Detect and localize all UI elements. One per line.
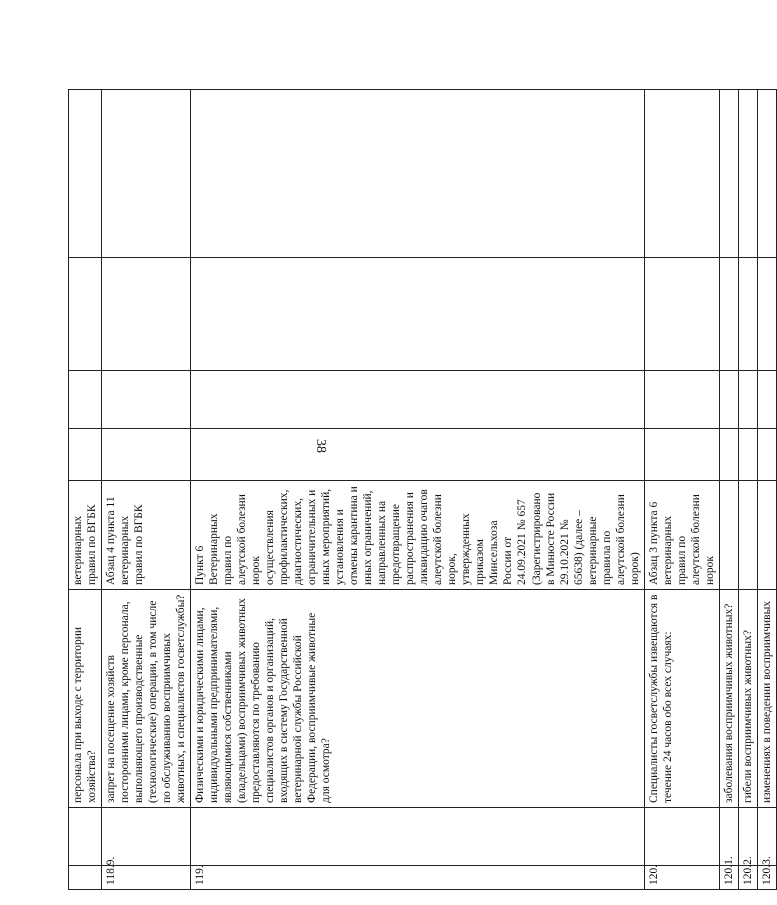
row-number: 120.2. (738, 866, 757, 890)
answer-no-cell (191, 371, 645, 429)
note-cell (757, 90, 776, 258)
question-cell: гибели восприимчивых животных? (738, 590, 757, 808)
checklist-table (68, 89, 777, 890)
row-number (69, 866, 102, 890)
note-cell (191, 90, 645, 258)
table-row (102, 90, 191, 890)
note-cell (644, 90, 719, 258)
answer-yes-cell (191, 429, 645, 481)
answer-na-cell (738, 258, 757, 371)
answer-na-cell (102, 258, 191, 371)
checklist-table-container (68, 90, 773, 890)
reference-cell: Абзац 3 пункта 6 ветеринарных правил по алеутской болезни норок (644, 481, 719, 590)
answer-na-cell (644, 258, 719, 371)
table-row (191, 90, 645, 890)
answer-yes-cell (69, 429, 102, 481)
table-row (757, 90, 776, 890)
row-spacer (191, 808, 645, 866)
note-cell (738, 90, 757, 258)
page-number: 38 (313, 439, 328, 453)
answer-no-cell (69, 371, 102, 429)
answer-yes-cell (757, 429, 776, 481)
note-cell (719, 90, 738, 258)
answer-na-cell (719, 258, 738, 371)
answer-no-cell (102, 371, 191, 429)
answer-no-cell (644, 371, 719, 429)
question-cell: заболевания восприимчивых животных? (719, 590, 738, 808)
row-number: 120.3. (757, 866, 776, 890)
reference-cell (738, 481, 757, 590)
table-row (69, 90, 102, 890)
reference-cell (719, 481, 738, 590)
answer-na-cell (757, 258, 776, 371)
reference-cell: ветеринарных правил по ВГБК (69, 481, 102, 590)
table-row (644, 90, 719, 890)
row-number: 120.1. (719, 866, 738, 890)
table-row (719, 90, 738, 890)
note-cell (69, 90, 102, 258)
answer-yes-cell (738, 429, 757, 481)
question-cell: Специалисты госветслужбы извещаются в течение 24 часов обо всех случаях: (644, 590, 719, 808)
row-number: 118.9. (102, 866, 191, 890)
reference-cell (757, 481, 776, 590)
question-cell: запрет на посещение хозяйств посторонними лицами, кроме персонала, выполняющего производственные (технологические) операции, в том числе по обслуживанию восприимчивых животных, и специалистов госветслужбы? (102, 590, 191, 808)
answer-yes-cell (644, 429, 719, 481)
answer-yes-cell (102, 429, 191, 481)
answer-na-cell (69, 258, 102, 371)
row-number: 119. (191, 866, 645, 890)
answer-no-cell (719, 371, 738, 429)
note-cell (102, 90, 191, 258)
answer-no-cell (757, 371, 776, 429)
question-cell: Физическими и юридическими лицами, индивидуальными предпринимателями, являющимися собственниками (владельцами) восприимчивых животных предоставляются по требованию специалистов органов и организаций, входящих в систему Государственной ветеринарной службы Российской Федерации, восприимчивые животные для осмотра? (191, 590, 645, 808)
table-row (738, 90, 757, 890)
reference-cell: Пункт 6 Ветеринарных правил по алеутской болезни норок осуществления профилактических, диагностических, ограничительных и иных мероприятий, установления и отмены карантина и иных ограничений, направленных на предотвращение распространения и ликвидацию очагов алеутской болезни норок, утвержденных приказом Минсельхоза России от 24.09.2021 № 657 (Зарегистрировано в Минюсте России 29.10.2021 № 65638) (далее – ветеринарные правила по алеутской болезни норок) (191, 481, 645, 590)
row-spacer (69, 808, 102, 866)
row-spacer (644, 808, 719, 866)
answer-no-cell (738, 371, 757, 429)
answer-na-cell (191, 258, 645, 371)
reference-cell: Абзац 4 пункта 11 ветеринарных правил по ВГБК (102, 481, 191, 590)
question-cell: изменениях в поведении восприимчивых (757, 590, 776, 808)
answer-yes-cell (719, 429, 738, 481)
row-number: 120. (644, 866, 719, 890)
question-cell: персонала при выходе с территории хозяйства? (69, 590, 102, 808)
